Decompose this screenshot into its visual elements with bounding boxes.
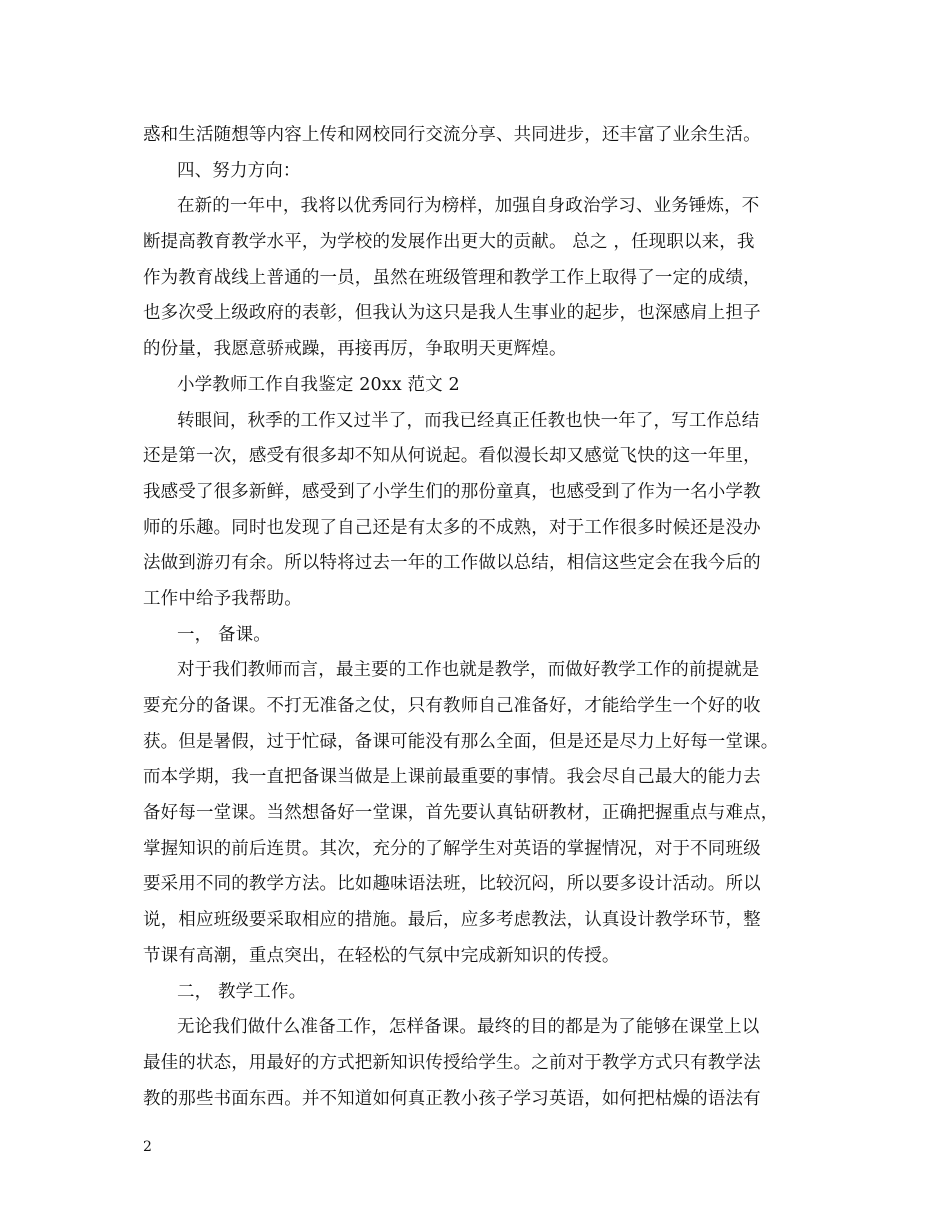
text-line: 断提高教育教学水平，为学校的发展作出更大的贡献。 总之 ，任现职以来，我: [143, 232, 755, 253]
text-line: 师的乐趣。同时也发现了自己还是有太多的不成熟，对于工作很多时候还是没办: [143, 517, 761, 538]
text-line: 备好每一堂课。当然想备好一堂课，首先要认真钻研教材，正确把握重点与难点，: [143, 803, 779, 824]
text-line: 我感受了很多新鲜，感受到了小学生们的那份童真，也感受到了作为一名小学教: [143, 481, 761, 502]
text-line: 还是第一次，感受有很多却不知从何说起。看似漫长却又感觉飞快的这一年里，: [143, 446, 761, 467]
text-line: 工作中给予我帮助。: [143, 588, 302, 609]
section-heading: 二， 教学工作。: [177, 981, 307, 1002]
text-line: 也多次受上级政府的表彰，但我认为这只是我人生事业的起步，也深感肩上担子: [143, 303, 761, 324]
text-line: 的份量，我愿意骄戒躁，再接再厉，争取明天更辉煌。: [143, 339, 567, 360]
text-line: 教的那些书面东西。并不知道如何真正教小孩子学习英语，如何把枯燥的语法有: [143, 1088, 761, 1109]
text-line: 对于我们教师而言，最主要的工作也就是教学，而做好教学工作的前提就是: [177, 660, 760, 681]
text-line: 掌握知识的前后连贯。其次，充分的了解学生对英语的掌握情况，对于不同班级: [143, 838, 761, 859]
text-line: 法做到游刃有余。所以特将过去一年的工作做以总结，相信这些定会在我今后的: [143, 553, 761, 574]
text-line: 最佳的状态，用最好的方式把新知识传授给学生。之前对于教学方式只有教学法: [143, 1052, 761, 1073]
text-line: 获。但是暑假，过于忙碌，备课可能没有那么全面，但是还是尽力上好每一堂课。: [143, 731, 779, 752]
text-line: 无论我们做什么准备工作，怎样备课。最终的目的都是为了能够在课堂上以: [177, 1017, 760, 1038]
text-line: 转眼间，秋季的工作又过半了，而我已经真正任教也快一年了，写工作总结: [177, 410, 760, 431]
body-text: [143, 118, 823, 1117]
text-line: 说，相应班级要采取相应的措施。最后，应多考虑教法，认真设计教学环节，整: [143, 910, 761, 931]
page-number: 2: [143, 1139, 152, 1155]
text-line: 节课有高潮，重点突出，在轻松的气氛中完成新知识的传授。: [143, 945, 620, 966]
article-title: 小学教师工作自我鉴定 20xx 范文 2: [177, 374, 460, 395]
text-line: 而本学期，我一直把备课当做是上课前最重要的事情。我会尽自己最大的能力去: [143, 767, 761, 788]
section-heading: 四、努力方向：: [177, 160, 301, 181]
text-line: 要采用不同的教学方法。比如趣味语法班，比较沉闷，所以要多设计活动。所以: [143, 874, 761, 895]
text-line: 要充分的备课。不打无准备之仗，只有教师自己准备好，才能给学生一个好的收: [143, 696, 761, 716]
text-line: 惑和生活随想等内容上传和网校同行交流分享、共同进步，还丰富了业余生活。: [143, 125, 761, 145]
text-line: 在新的一年中，我将以优秀同行为榜样，加强自身政治学习、业务锤炼，不: [177, 196, 760, 217]
text-line: 作为教育战线上普通的一员，虽然在班级管理和教学工作上取得了一定的成绩，: [143, 267, 761, 288]
section-heading: 一， 备课。: [177, 624, 271, 645]
